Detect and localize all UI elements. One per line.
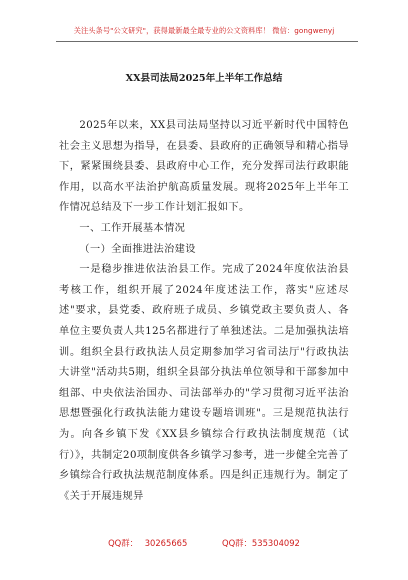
- body-paragraph: 一是稳步推进依法治县工作。完成了2024年度依法治县考核工作，组织开展了2024年度述法工作，落实"应述尽述"要求，县党委、政府班子成员、乡镇党政主要负责人、各单位主要负责人共125名都进行了单独述法。二是加强执法培训。组织全县行政执法人员定期参加学习省司法厅"行政执法大讲堂"活动共5期，组织全县部分执法单位领导和干部参加中组部、中央依法治国办、司法部举办的"学习贯彻习近平法治思想暨强化行政执法能力建设专题培训班"。三是规范执法行为。向各乡镇下发《XX县乡镇综合行政执法制度规范（试行）》，共制定20项制度供各乡镇学习参考，进一步健全完善了乡镇综合行政执法规范制度体系。四是纠正违规行为。制定了《关于开展违规异: [59, 264, 349, 502]
- document-body: [59, 116, 349, 507]
- header-banner: 关注头条号"公文研究"，获得最新最全最专业的公文资料库！ 微信：gongwenyj: [73, 26, 335, 35]
- intro-paragraph: 2025年以来，XX县司法局坚持以习近平新时代中国特色社会主义思想为指导，在县委、县政府的正确领导和精心指导下，紧紧围绕县委、县政府中心工作，充分发挥司法行政职能作用，以高水平法治护航高质量发展。现将2025年上半年工作情况总结及下一步工作计划汇报如下。: [59, 120, 349, 214]
- document-title: XX县司法局2025年上半年工作总结: [125, 73, 283, 84]
- footer-qq-group-1: QQ群： 30265665: [108, 538, 188, 548]
- section-heading: 一、工作开展基本情况: [79, 222, 186, 234]
- footer-qq-group-2: QQ群：535304092: [222, 538, 300, 548]
- footer: [0, 537, 408, 549]
- subsection-heading: （一）全面推进法治建设: [79, 243, 196, 255]
- header-divider: [56, 41, 358, 42]
